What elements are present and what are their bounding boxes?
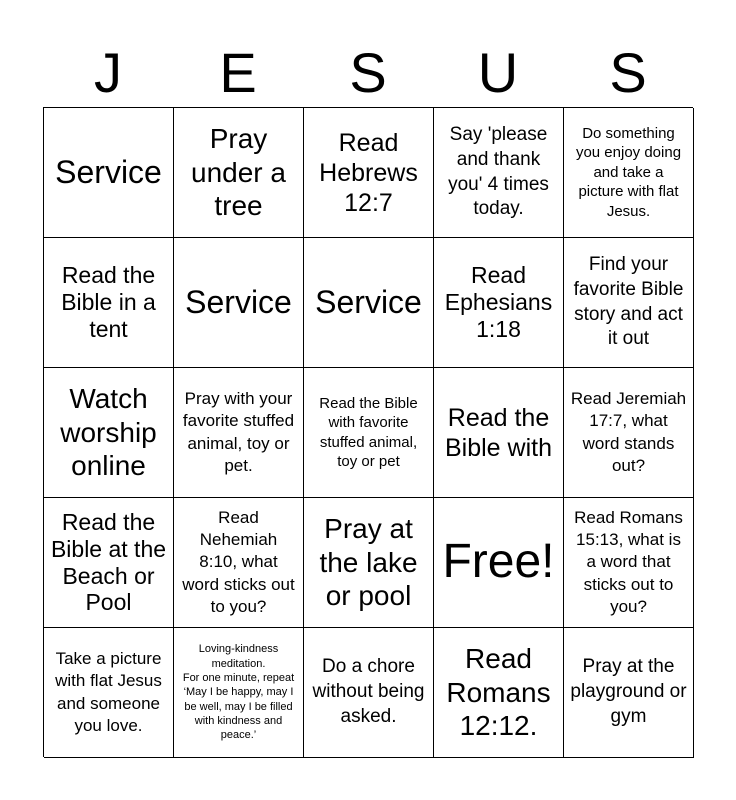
- bingo-cell: [304, 498, 434, 628]
- bingo-cell: [304, 628, 434, 758]
- bingo-cell: [304, 108, 434, 238]
- bingo-cell-text: Pray at the playground or gym: [570, 656, 687, 727]
- free-space: [434, 498, 564, 628]
- bingo-cell-text: Do something you enjoy doing and take a picture with flat Jesus.: [575, 124, 682, 220]
- bingo-cell: [174, 498, 304, 628]
- bingo-cell-text: Service: [185, 283, 292, 320]
- bingo-cell: [174, 628, 304, 758]
- header-letter-s: S: [349, 41, 387, 104]
- bingo-cell: [174, 108, 304, 238]
- bingo-cell-text: Read Nehemiah 8:10, what word sticks out to you?: [182, 508, 295, 616]
- bingo-cell: [434, 628, 564, 758]
- bingo-header: [43, 40, 693, 106]
- bingo-cell-text: Read Jeremiah 17:7, what word stands out?: [570, 389, 687, 475]
- bingo-cell: [44, 498, 174, 628]
- bingo-cell-text: Read the Bible in a tent: [61, 262, 156, 342]
- bingo-cell-text: Read Hebrews 12:7: [319, 128, 418, 217]
- bingo-cell: [44, 238, 174, 368]
- bingo-cell: [434, 238, 564, 368]
- bingo-cell: [564, 108, 694, 238]
- bingo-cell: [44, 368, 174, 498]
- bingo-cell-text: Pray under a tree: [191, 123, 286, 222]
- bingo-cell: [304, 368, 434, 498]
- header-letter-u: U: [477, 41, 519, 104]
- bingo-board: [43, 107, 693, 757]
- bingo-cell: [564, 368, 694, 498]
- bingo-cell: [304, 238, 434, 368]
- bingo-cell-text: Watch worship online: [60, 383, 157, 482]
- bingo-cell-text: Find your favorite Bible story and act it out: [573, 254, 684, 350]
- bingo-cell-text: Do a chore without being asked.: [312, 656, 425, 727]
- bingo-cell-text: Read the Bible with: [445, 403, 552, 462]
- bingo-cell-text: Service: [315, 283, 422, 320]
- header-letter-j: J: [94, 41, 122, 104]
- bingo-cell: [564, 238, 694, 368]
- bingo-cell-text: Loving-kindness meditation. For one minute, repeat ‘May I be happy, may I be well, may I be filled with kindness and peace.’: [182, 643, 295, 742]
- bingo-cell: [44, 628, 174, 758]
- bingo-cell: [434, 368, 564, 498]
- header-letter-s-2: S: [609, 41, 647, 104]
- bingo-cell-text: Read Romans 15:13, what is a word that sticks out to you?: [574, 508, 683, 616]
- bingo-cell-text: Pray at the lake or pool: [319, 513, 418, 612]
- bingo-cell-text: Read Ephesians 1:18: [444, 262, 553, 342]
- bingo-cell: [434, 108, 564, 238]
- bingo-cell: [174, 238, 304, 368]
- bingo-cell: [564, 498, 694, 628]
- bingo-cell-text: Read the Bible with favorite stuffed animal, toy or pet: [319, 394, 418, 470]
- bingo-cell: [174, 368, 304, 498]
- header-letter-e: E: [219, 41, 257, 104]
- bingo-cell: [44, 108, 174, 238]
- bingo-cell-text: Service: [55, 153, 162, 190]
- bingo-cell-text: Pray with your favorite stuffed animal, toy or pet.: [182, 389, 295, 475]
- bingo-cell-text: Read the Bible at the Beach or Pool: [50, 508, 167, 616]
- bingo-cell-text: Read Romans 12:12.: [446, 643, 551, 742]
- bingo-cell-text: Say 'please and thank you' 4 times today.: [448, 124, 549, 220]
- free-space-text: Free!: [442, 535, 555, 589]
- bingo-cell-text: Take a picture with flat Jesus and someone you love.: [55, 649, 162, 735]
- bingo-cell: [564, 628, 694, 758]
